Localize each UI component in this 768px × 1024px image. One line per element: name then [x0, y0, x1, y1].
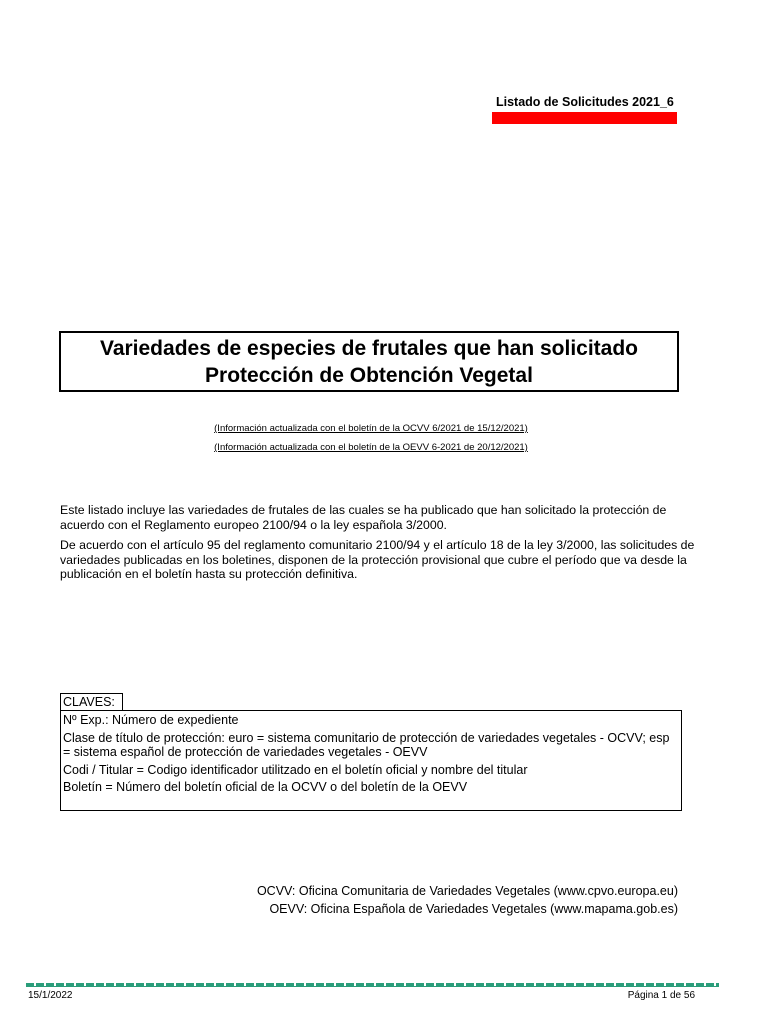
claves-label: CLAVES: [60, 693, 123, 710]
clave-item-boletin: Boletín = Número del boletín oficial de la OCVV o del boletín de la OEVV [63, 780, 468, 794]
clave-item-codi: Codi / Titular = Codigo identificador utilitzado en el boletín oficial y nombre del titular [63, 762, 528, 777]
footer-date: 15/1/2022 [28, 990, 73, 1001]
org-ocvv: OCVV: Oficina Comunitaria de Variedades Vegetales (www.cpvo.europa.eu) [256, 884, 678, 898]
provisional-protection-paragraph: De acuerdo con el artículo 95 del reglamento comunitario 2100/94 y el artículo 18 de la ley 3/2000, las solicitudes de variedades publicadas en los boletines, disponen de la protección provisional que cubre el período que va desde la publicación en el boletín hasta su protección definitiva. [60, 538, 695, 581]
title-line-2: Protección de Obtención Vegetal [205, 364, 533, 387]
clave-item-exp: Nº Exp.: Número de expediente [63, 713, 239, 727]
update-note-ocvv[interactable]: (Información actualizada con el boletín de la OCVV 6/2021 de 15/12/2021) [214, 423, 528, 434]
document-title-box [59, 331, 679, 392]
title-line-1: Variedades de especies de frutales que han solicitado [99, 337, 639, 360]
update-note-oevv[interactable]: (Información actualizada con el boletín de la OEVV 6-2021 de 20/12/2021) [214, 442, 528, 453]
list-title: Listado de Solicitudes 2021_6 [496, 95, 674, 109]
clave-item-clase: Clase de título de protección: euro = sistema comunitario de protección de variedades vegetales - OCVV; esp = sistema español de protección de variedades vegetales - OEVV [63, 730, 670, 759]
footer-page-number: Página 1 de 56 [627, 990, 695, 1001]
intro-paragraph: Este listado incluye las variedades de frutales de las cuales se ha publicado que han solicitado la protección de acuerdo con el Reglamento europeo 2100/94 o la ley española 3/2000. [60, 503, 667, 532]
red-accent-bar [492, 112, 677, 124]
footer-divider-line [26, 986, 719, 987]
claves-box [60, 710, 682, 811]
org-oevv: OEVV: Oficina Española de Variedades Vegetales (www.mapama.gob.es) [269, 902, 678, 916]
